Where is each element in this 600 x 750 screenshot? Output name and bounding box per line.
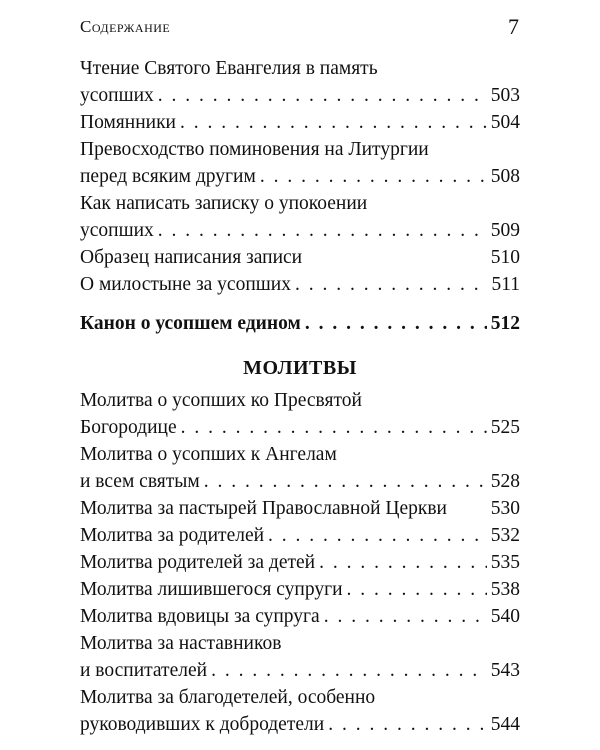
toc-entry-page: 503 <box>490 85 520 106</box>
toc-entry-page: 510 <box>490 247 520 268</box>
toc-entry-page: 504 <box>490 112 520 133</box>
toc-entry-text-line: Молитва за благодетелей, особенно <box>80 687 376 708</box>
toc-entry-page: 528 <box>490 471 520 492</box>
dot-leader <box>181 414 487 441</box>
dot-leader <box>260 163 487 190</box>
toc-entry-prayer-mentors[interactable] <box>80 630 520 684</box>
toc-entry-text-line: и воспитателей <box>80 660 208 681</box>
toc-entry-prayer-children[interactable] <box>80 549 520 576</box>
dot-leader <box>305 310 487 337</box>
toc-entry-liturgy-commemoration[interactable] <box>80 136 520 190</box>
toc-entry-page: 532 <box>490 525 520 546</box>
toc-entry-text-line: Молитва лишившегося супруги <box>80 579 343 600</box>
toc-entry-text-line: Молитва вдовицы за супруга <box>80 606 320 627</box>
toc-entry-prayer-pastors[interactable] <box>80 495 520 522</box>
dot-leader <box>319 549 487 576</box>
dot-leader <box>180 109 487 136</box>
toc-entry-page: 535 <box>490 552 520 573</box>
toc-entry-prayer-benefactors[interactable] <box>80 684 520 738</box>
dot-leader <box>324 603 487 630</box>
toc-entry-page: 538 <box>490 579 520 600</box>
toc-entry-prayer-widow[interactable] <box>80 603 520 630</box>
toc-entry-page: 530 <box>490 498 520 519</box>
toc-entry-text-line: усопших <box>80 85 154 106</box>
toc-entry-text-line: Богородице <box>80 417 177 438</box>
toc-entry-gospel-reading[interactable] <box>80 55 520 109</box>
toc-entry-text-line: и всем святым <box>80 471 200 492</box>
toc-entry-text-line: усопших <box>80 220 154 241</box>
toc-entry-text-line: Молитва родителей за детей <box>80 552 316 573</box>
toc-entry-text-line: руководивших к добродетели <box>80 714 325 735</box>
toc-entry-pomyanniki[interactable] <box>80 109 520 136</box>
toc-entry-text-line: Молитва за наставников <box>80 633 282 654</box>
running-head: Содержание <box>80 17 171 36</box>
dot-leader <box>268 522 487 549</box>
toc-entry-almsgiving[interactable] <box>80 271 520 298</box>
toc-entry-text-line: Молитва о усопших ко Пресвятой <box>80 390 362 411</box>
toc-entry-prayer-angels[interactable] <box>80 441 520 495</box>
dot-leader <box>295 271 488 298</box>
toc-entry-text-line: Помянники <box>80 112 176 133</box>
toc-entry-prayer-parents[interactable] <box>80 522 520 549</box>
toc-entry-text-line: О милостыне за усопших <box>80 274 291 295</box>
page-number: 7 <box>508 14 519 39</box>
dot-leader <box>158 217 487 244</box>
dot-leader <box>347 576 487 603</box>
toc-entry-text-line: перед всяким другим <box>80 166 256 187</box>
toc-entry-note-sample[interactable] <box>80 244 520 271</box>
toc-entry-page: 544 <box>490 714 520 735</box>
toc-entry-prayer-widower[interactable] <box>80 576 520 603</box>
dot-leader <box>328 711 487 738</box>
toc-entry-page: 512 <box>490 313 520 334</box>
toc-entry-page: 525 <box>490 417 520 438</box>
table-of-contents <box>80 55 520 738</box>
toc-entry-page: 540 <box>490 606 520 627</box>
toc-entry-prayer-theotokos[interactable] <box>80 387 520 441</box>
toc-entry-text-line: Как написать записку о упокоении <box>80 193 368 214</box>
toc-entry-text-line: Молитва за родителей <box>80 525 265 546</box>
toc-entry-text-line: Образец написания записи <box>80 247 303 268</box>
section-title-prayers: МОЛИТВЫ <box>243 357 357 379</box>
dot-leader <box>158 82 487 109</box>
toc-entry-page: 543 <box>490 660 520 681</box>
toc-entry-text-line: Чтение Святого Евангелия в память <box>80 58 378 79</box>
toc-entry-text-line: Молитва за пастырей Православной Церкви <box>80 498 447 519</box>
dot-leader <box>211 657 487 684</box>
toc-entry-text-line: Молитва о усопших к Ангелам <box>80 444 337 465</box>
toc-entry-page: 509 <box>490 220 520 241</box>
toc-entry-page: 511 <box>491 274 520 295</box>
toc-entry-canon[interactable] <box>80 310 520 337</box>
dot-leader <box>204 468 487 495</box>
toc-entry-text-line: Превосходство поминовения на Литургии <box>80 139 429 160</box>
toc-entry-write-note[interactable] <box>80 190 520 244</box>
toc-entry-text-line: Канон о усопшем едином <box>80 313 301 334</box>
toc-entry-page: 508 <box>490 166 520 187</box>
